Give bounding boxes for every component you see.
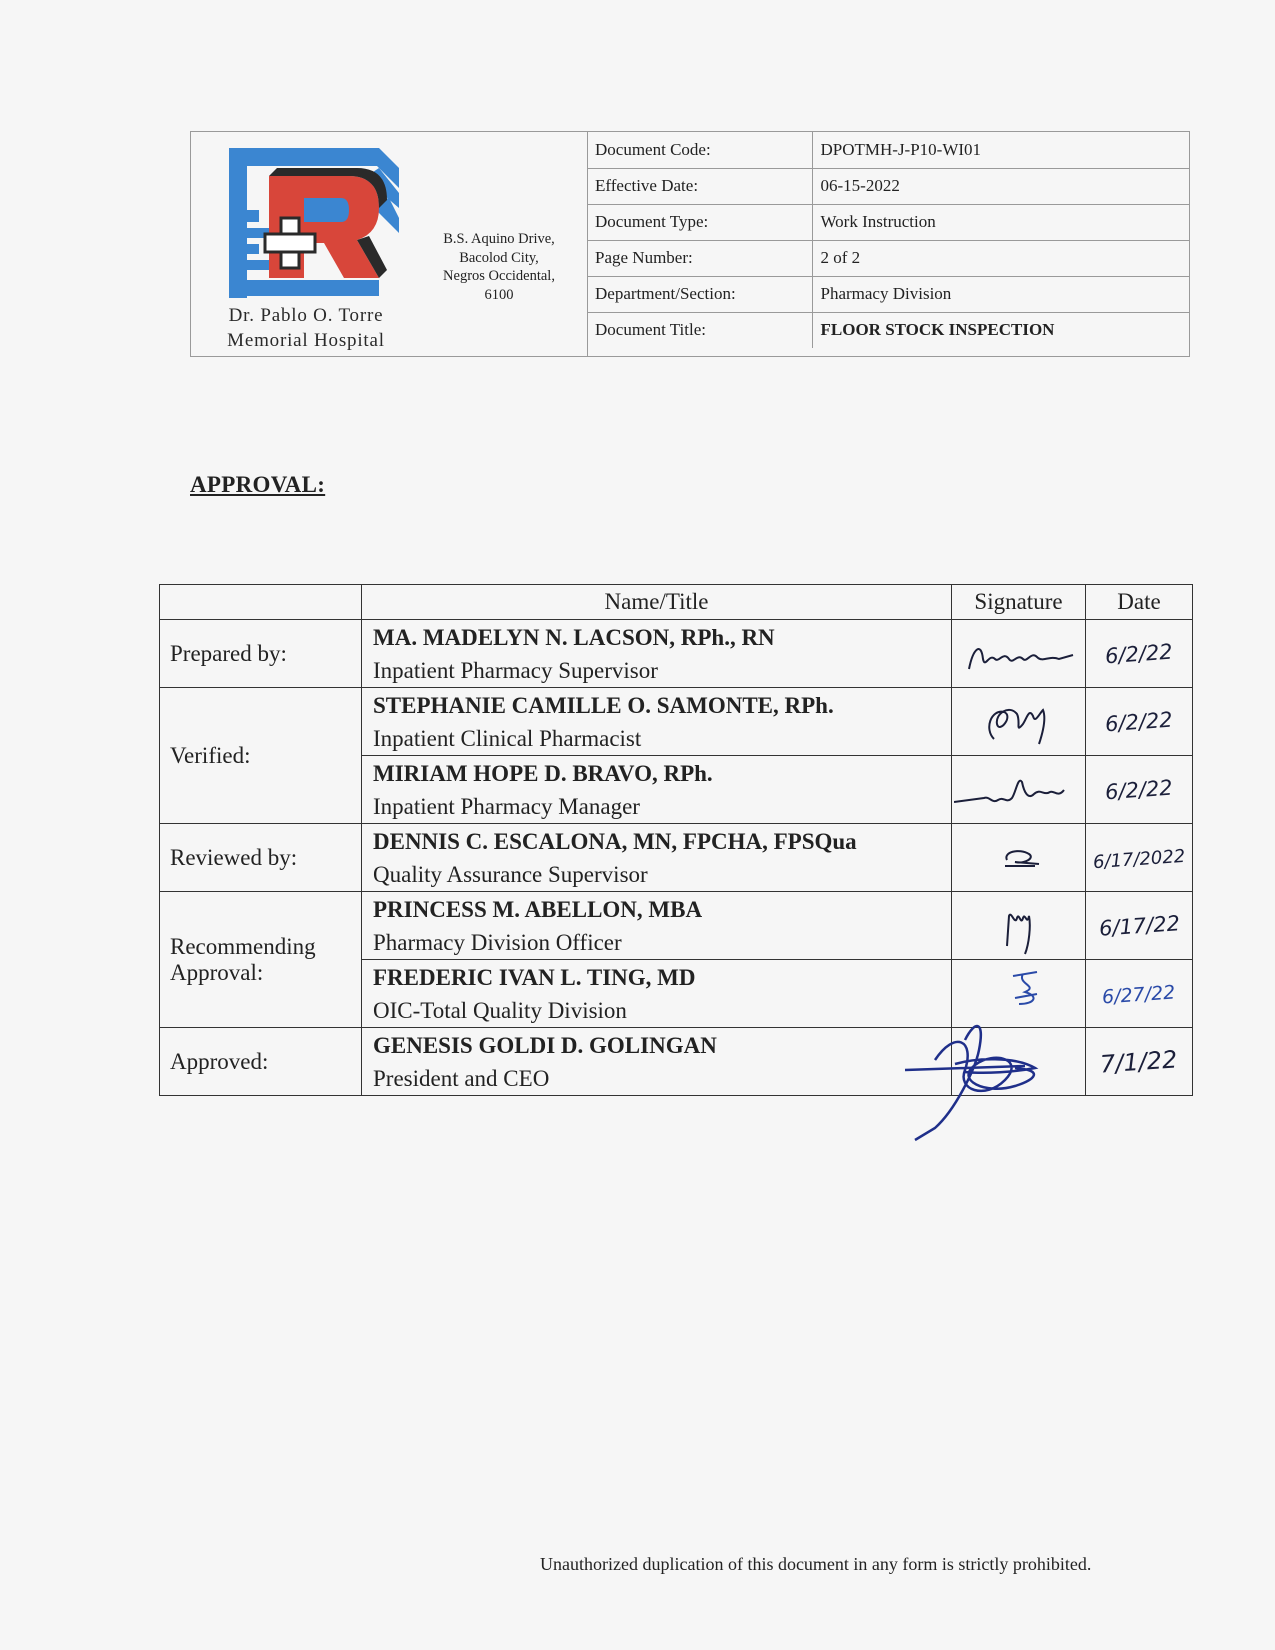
signatory-title: Inpatient Pharmacy Supervisor [373, 657, 658, 683]
date-cell [1086, 688, 1193, 756]
signatory-name: DENNIS C. ESCALONA, MN, FPCHA, FPSQua [373, 828, 857, 854]
approval-row [160, 620, 1193, 688]
meta-key: Department/Section: [587, 276, 812, 312]
signatory-title: Inpatient Pharmacy Manager [373, 793, 640, 819]
signed-date: 6/27/22 [1101, 980, 1177, 1009]
name-title-cell [362, 960, 952, 1028]
signatory-name: MA. MADELYN N. LACSON, RPh., RN [373, 624, 775, 650]
address-line: B.S. Aquino Drive, [443, 231, 555, 247]
role-label-line: Approval: [170, 959, 264, 985]
name-title-cell [362, 1028, 952, 1096]
meta-row [587, 204, 1189, 240]
signed-date: 6/17/2022 [1092, 845, 1186, 873]
meta-value: 06-15-2022 [812, 168, 1189, 204]
role-label-reviewed: Reviewed by: [160, 824, 362, 892]
column-header-name-title: Name/Title [362, 585, 952, 620]
meta-row [587, 276, 1189, 312]
role-label-approved: Approved: [160, 1028, 362, 1096]
signatory-title: Inpatient Clinical Pharmacist [373, 725, 642, 751]
name-title-cell [362, 756, 952, 824]
meta-key: Document Type: [587, 204, 812, 240]
handwritten-signature-icon [979, 896, 1059, 956]
meta-value: Pharmacy Division [812, 276, 1189, 312]
column-header-date: Date [1086, 585, 1193, 620]
hospital-name-line2: Memorial Hospital [227, 330, 385, 351]
date-cell [1086, 960, 1193, 1028]
meta-row [587, 312, 1189, 348]
signature-cell [952, 620, 1086, 688]
meta-value: DPOTMH-J-P10-WI01 [812, 132, 1189, 168]
document-title: FLOOR STOCK INSPECTION [820, 320, 1055, 340]
role-label-recommending [160, 892, 362, 1028]
signed-date: 6/2/22 [1104, 775, 1174, 804]
document-meta-table [587, 132, 1189, 348]
handwritten-signature-icon [954, 762, 1084, 817]
role-label-prepared: Prepared by: [160, 620, 362, 688]
name-title-cell [362, 892, 952, 960]
hospital-name-line1: Dr. Pablo O. Torre [228, 305, 384, 326]
meta-key: Page Number: [587, 240, 812, 276]
signed-date: 6/17/22 [1097, 910, 1181, 941]
date-cell [1086, 1028, 1193, 1096]
name-title-cell [362, 688, 952, 756]
name-title-cell [362, 824, 952, 892]
ceo-signature-icon [895, 1010, 1095, 1150]
signature-cell [952, 688, 1086, 756]
signed-date: 7/1/22 [1099, 1044, 1179, 1079]
signature-cell [952, 756, 1086, 824]
signatory-name: FREDERIC IVAN L. TING, MD [373, 964, 696, 990]
document-header [190, 131, 1190, 357]
meta-row [587, 132, 1189, 168]
footer-notice: Unauthorized duplication of this document in any form is strictly prohibited. [540, 1554, 1092, 1574]
meta-key: Document Title: [587, 312, 812, 348]
address-line: Negros Occidental, [443, 268, 555, 284]
signatory-name: MIRIAM HOPE D. BRAVO, RPh. [373, 760, 713, 786]
signatory-name: STEPHANIE CAMILLE O. SAMONTE, RPh. [373, 692, 834, 718]
signatory-name: GENESIS GOLDI D. GOLINGAN [373, 1032, 717, 1058]
signed-date: 6/2/22 [1104, 639, 1174, 668]
column-header-signature: Signature [952, 585, 1086, 620]
role-label-line: Recommending [170, 933, 316, 959]
handwritten-signature-icon [959, 629, 1079, 679]
signatory-title: President and CEO [373, 1065, 550, 1091]
address-line: Bacolod City, [459, 249, 539, 266]
hospital-name [191, 303, 421, 353]
meta-value: Work Instruction [812, 204, 1189, 240]
role-label-verified: Verified: [160, 688, 362, 824]
handwritten-signature-icon [979, 838, 1059, 878]
signatory-title: Pharmacy Division Officer [373, 929, 622, 955]
handwritten-signature-icon [969, 694, 1069, 749]
date-cell [1086, 824, 1193, 892]
meta-row [587, 168, 1189, 204]
signature-cell [952, 892, 1086, 960]
date-cell [1086, 756, 1193, 824]
hospital-logo-icon [229, 148, 399, 298]
signatory-title: Quality Assurance Supervisor [373, 861, 648, 887]
signatory-title: OIC-Total Quality Division [373, 997, 627, 1023]
approval-row [160, 688, 1193, 756]
meta-row [587, 240, 1189, 276]
hospital-address [421, 230, 577, 304]
meta-value: 2 of 2 [812, 240, 1189, 276]
logo-cell [191, 132, 588, 356]
meta-key: Document Code: [587, 132, 812, 168]
approval-row [160, 892, 1193, 960]
signatory-name: PRINCESS M. ABELLON, MBA [373, 896, 703, 922]
date-cell [1086, 892, 1193, 960]
address-line: 6100 [484, 286, 514, 303]
date-cell [1086, 620, 1193, 688]
column-header-role [160, 585, 362, 620]
signed-date: 6/2/22 [1104, 707, 1174, 736]
name-title-cell [362, 620, 952, 688]
signature-cell [952, 824, 1086, 892]
approval-header-row [160, 585, 1193, 620]
meta-key: Effective Date: [587, 168, 812, 204]
approval-row [160, 824, 1193, 892]
approval-heading: APPROVAL: [190, 472, 326, 497]
